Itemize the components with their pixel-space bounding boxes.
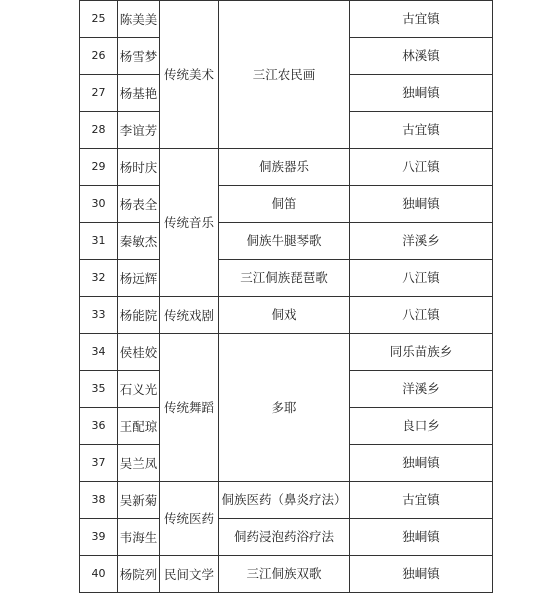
table-row — [80, 149, 493, 186]
table-row — [80, 482, 493, 519]
row-number: 38 — [80, 482, 118, 519]
row-number: 37 — [80, 445, 118, 482]
township-cell: 良口乡 — [350, 408, 493, 445]
township-cell: 洋溪乡 — [350, 371, 493, 408]
row-number: 40 — [80, 556, 118, 593]
township-cell: 八江镇 — [350, 297, 493, 334]
inheritor-name: 杨院列 — [118, 556, 160, 593]
heritage-inheritor-table-container — [79, 0, 492, 593]
inheritor-name: 秦敏杰 — [118, 223, 160, 260]
table-row — [80, 334, 493, 371]
project-cell: 三江侗族双歌 — [219, 556, 350, 593]
township-cell: 独峒镇 — [350, 556, 493, 593]
inheritor-name: 杨能院 — [118, 297, 160, 334]
table-row — [80, 1, 493, 38]
category-cell: 传统美术 — [160, 1, 219, 149]
row-number: 39 — [80, 519, 118, 556]
inheritor-name: 石义光 — [118, 371, 160, 408]
township-cell: 洋溪乡 — [350, 223, 493, 260]
township-cell: 古宜镇 — [350, 1, 493, 38]
table-row — [80, 223, 493, 260]
inheritor-name: 杨基艳 — [118, 75, 160, 112]
inheritor-name: 杨远辉 — [118, 260, 160, 297]
inheritor-name: 吴新菊 — [118, 482, 160, 519]
row-number: 25 — [80, 1, 118, 38]
inheritor-name: 李谊芳 — [118, 112, 160, 149]
project-cell: 多耶 — [219, 334, 350, 482]
project-cell: 侗族医药（鼻炎疗法） — [219, 482, 350, 519]
township-cell: 独峒镇 — [350, 186, 493, 223]
township-cell: 独峒镇 — [350, 519, 493, 556]
inheritor-name: 王配琼 — [118, 408, 160, 445]
township-cell: 林溪镇 — [350, 38, 493, 75]
row-number: 26 — [80, 38, 118, 75]
table-row — [80, 556, 493, 593]
project-cell: 侗药浸泡药浴疗法 — [219, 519, 350, 556]
township-cell: 独峒镇 — [350, 75, 493, 112]
project-cell: 侗戏 — [219, 297, 350, 334]
inheritor-name: 杨时庆 — [118, 149, 160, 186]
township-cell: 古宜镇 — [350, 112, 493, 149]
table-row — [80, 186, 493, 223]
inheritor-name: 杨雪梦 — [118, 38, 160, 75]
inheritor-name: 杨表全 — [118, 186, 160, 223]
row-number: 27 — [80, 75, 118, 112]
inheritor-name: 吴兰凤 — [118, 445, 160, 482]
category-cell: 传统音乐 — [160, 149, 219, 297]
row-number: 36 — [80, 408, 118, 445]
project-cell: 三江侗族琵琶歌 — [219, 260, 350, 297]
category-cell: 传统舞蹈 — [160, 334, 219, 482]
township-cell: 古宜镇 — [350, 482, 493, 519]
row-number: 28 — [80, 112, 118, 149]
row-number: 32 — [80, 260, 118, 297]
project-cell: 三江农民画 — [219, 1, 350, 149]
township-cell: 独峒镇 — [350, 445, 493, 482]
inheritor-name: 侯桂姣 — [118, 334, 160, 371]
row-number: 31 — [80, 223, 118, 260]
row-number: 29 — [80, 149, 118, 186]
table-row — [80, 519, 493, 556]
row-number: 35 — [80, 371, 118, 408]
row-number: 33 — [80, 297, 118, 334]
township-cell: 八江镇 — [350, 260, 493, 297]
table-row — [80, 260, 493, 297]
row-number: 30 — [80, 186, 118, 223]
project-cell: 侗族牛腿琴歌 — [219, 223, 350, 260]
category-cell: 传统戏剧 — [160, 297, 219, 334]
township-cell: 八江镇 — [350, 149, 493, 186]
category-cell: 传统医药 — [160, 482, 219, 556]
table-row — [80, 297, 493, 334]
inheritor-name: 陈美美 — [118, 1, 160, 38]
project-cell: 侗族器乐 — [219, 149, 350, 186]
heritage-inheritor-table — [79, 0, 493, 593]
category-cell: 民间文学 — [160, 556, 219, 593]
township-cell: 同乐苗族乡 — [350, 334, 493, 371]
project-cell: 侗笛 — [219, 186, 350, 223]
row-number: 34 — [80, 334, 118, 371]
inheritor-name: 韦海生 — [118, 519, 160, 556]
